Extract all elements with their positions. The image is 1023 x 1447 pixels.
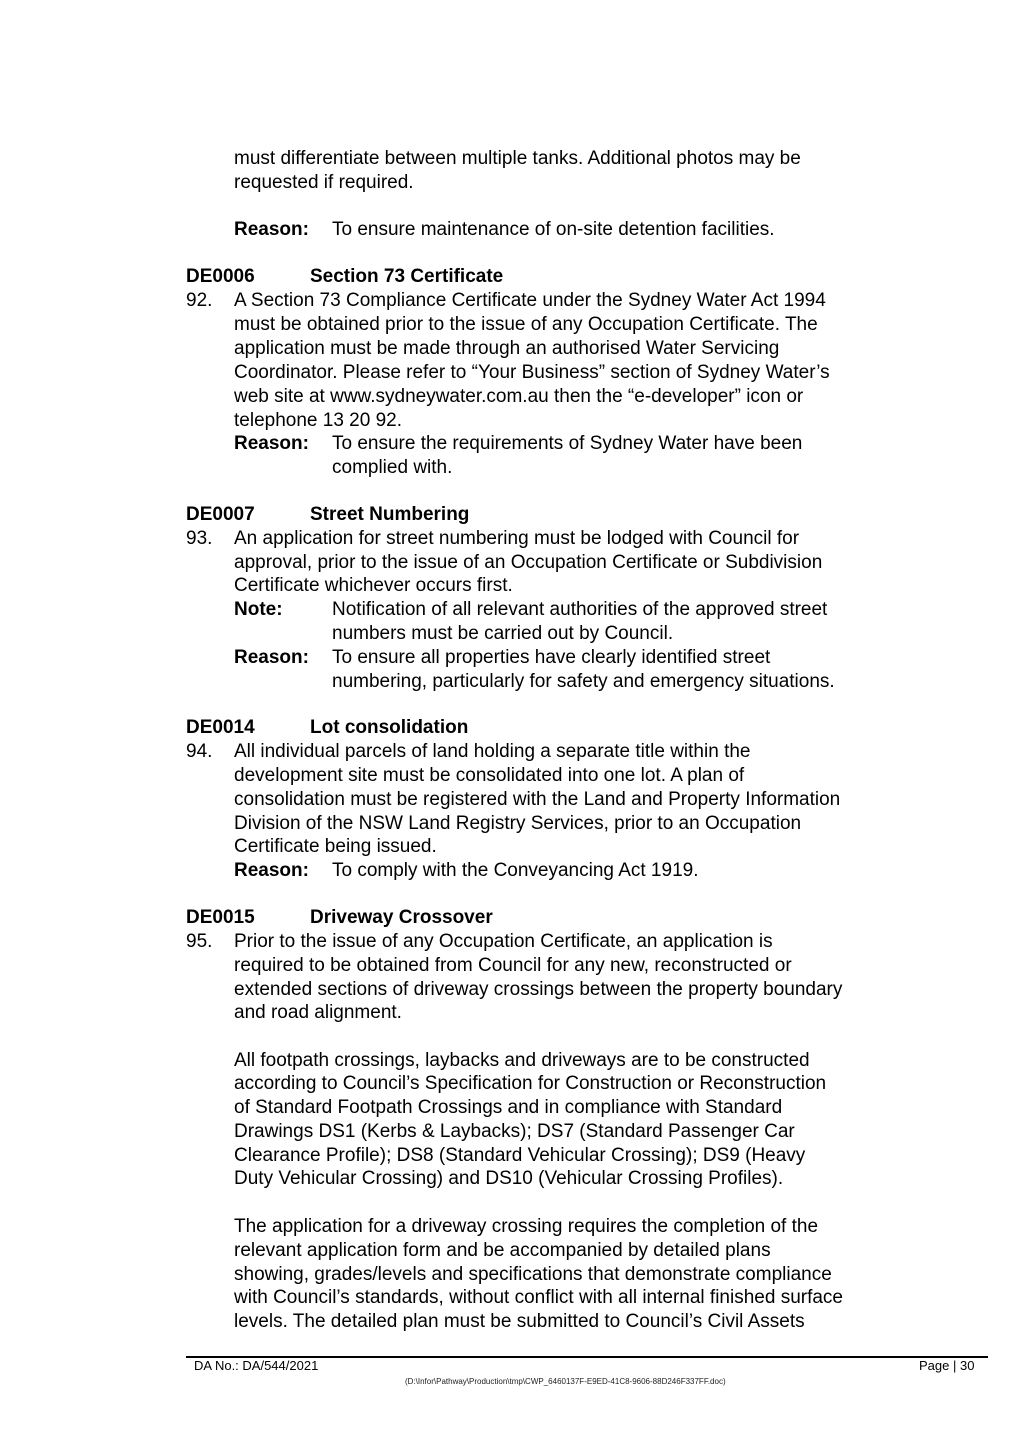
body-line: Drawings DS1 (Kerbs & Laybacks); DS7 (Standard Passenger Car — [234, 1121, 795, 1142]
note-text: Notification of all relevant authorities of the approved street — [332, 599, 828, 620]
condition-number: 92. — [186, 290, 213, 311]
section-title: Street Numbering — [310, 504, 470, 525]
condition-number: 93. — [186, 528, 213, 549]
section-code: DE0015 — [186, 907, 255, 928]
section-title: Driveway Crossover — [310, 907, 493, 928]
reason-text: To comply with the Conveyancing Act 1919. — [332, 860, 699, 881]
body-line: relevant application form and be accompanied by detailed plans — [234, 1240, 771, 1261]
body-line: required to be obtained from Council for any new, reconstructed or — [234, 955, 792, 976]
body-line: All individual parcels of land holding a separate title within the — [234, 741, 751, 762]
body-line: must differentiate between multiple tanks. Additional photos may be — [234, 148, 801, 169]
body-line: Coordinator. Please refer to “Your Business” section of Sydney Water’s — [234, 362, 830, 383]
note-label: Note: — [234, 599, 283, 620]
body-line: requested if required. — [234, 172, 414, 193]
body-line: extended sections of driveway crossings between the property boundary — [234, 979, 843, 1000]
body-line: Prior to the issue of any Occupation Certificate, an application is — [234, 931, 773, 952]
body-line: A Section 73 Compliance Certificate under the Sydney Water Act 1994 — [234, 290, 826, 311]
reason-text: To ensure all properties have clearly identified street — [332, 647, 771, 668]
body-line: All footpath crossings, laybacks and driveways are to be constructed — [234, 1050, 810, 1071]
reason-label: Reason: — [234, 219, 309, 240]
reason-label: Reason: — [234, 647, 309, 668]
reason-label: Reason: — [234, 433, 309, 454]
body-line: of Standard Footpath Crossings and in compliance with Standard — [234, 1097, 783, 1118]
section-title: Section 73 Certificate — [310, 266, 504, 287]
body-line: Division of the NSW Land Registry Services, prior to an Occupation — [234, 813, 802, 834]
body-line: with Council’s standards, without conflict with all internal finished surface — [234, 1287, 844, 1308]
body-line: approval, prior to the issue of an Occupation Certificate or Subdivision — [234, 552, 823, 573]
body-line: and road alignment. — [234, 1002, 402, 1023]
section-title: Lot consolidation — [310, 717, 469, 738]
section-code: DE0007 — [186, 504, 255, 525]
page-number: Page | 30 — [919, 1358, 975, 1373]
reason-text: To ensure maintenance of on-site detention facilities. — [332, 219, 775, 240]
condition-number: 95. — [186, 931, 213, 952]
body-line: An application for street numbering must be lodged with Council for — [234, 528, 800, 549]
body-line: Clearance Profile); DS8 (Standard Vehicular Crossing); DS9 (Heavy — [234, 1145, 806, 1166]
reason-text: numbering, particularly for safety and emergency situations. — [332, 671, 835, 692]
body-line: telephone 13 20 92. — [234, 410, 402, 431]
section-code: DE0014 — [186, 717, 255, 738]
body-line: consolidation must be registered with the Land and Property Information — [234, 789, 841, 810]
da-number: DA No.: DA/544/2021 — [194, 1358, 319, 1373]
note-text: numbers must be carried out by Council. — [332, 623, 674, 644]
reason-label: Reason: — [234, 860, 309, 881]
reason-text: To ensure the requirements of Sydney Water have been — [332, 433, 803, 454]
body-line: Certificate being issued. — [234, 836, 437, 857]
body-line: Duty Vehicular Crossing) and DS10 (Vehicular Crossing Profiles). — [234, 1168, 784, 1189]
condition-number: 94. — [186, 741, 213, 762]
body-line: showing, grades/levels and specifications that demonstrate compliance — [234, 1264, 832, 1285]
body-line: development site must be consolidated into one lot. A plan of — [234, 765, 745, 786]
body-line: Certificate whichever occurs first. — [234, 575, 513, 596]
body-line: levels. The detailed plan must be submitted to Council’s Civil Assets — [234, 1311, 805, 1332]
body-line: according to Council’s Specification for Construction or Reconstruction — [234, 1073, 827, 1094]
reason-text: complied with. — [332, 457, 453, 478]
body-line: application must be made through an authorised Water Servicing — [234, 338, 780, 359]
body-line: The application for a driveway crossing requires the completion of the — [234, 1216, 819, 1237]
body-line: must be obtained prior to the issue of any Occupation Certificate. The — [234, 314, 818, 335]
section-code: DE0006 — [186, 266, 255, 287]
file-path: (D:\Infor\Pathway\Production\tmp\CWP_6460137F-E9ED-41C8-9606-88D246F337FF.doc) — [405, 1377, 726, 1386]
body-line: web site at www.sydneywater.com.au then the “e-developer” icon or — [234, 386, 804, 407]
